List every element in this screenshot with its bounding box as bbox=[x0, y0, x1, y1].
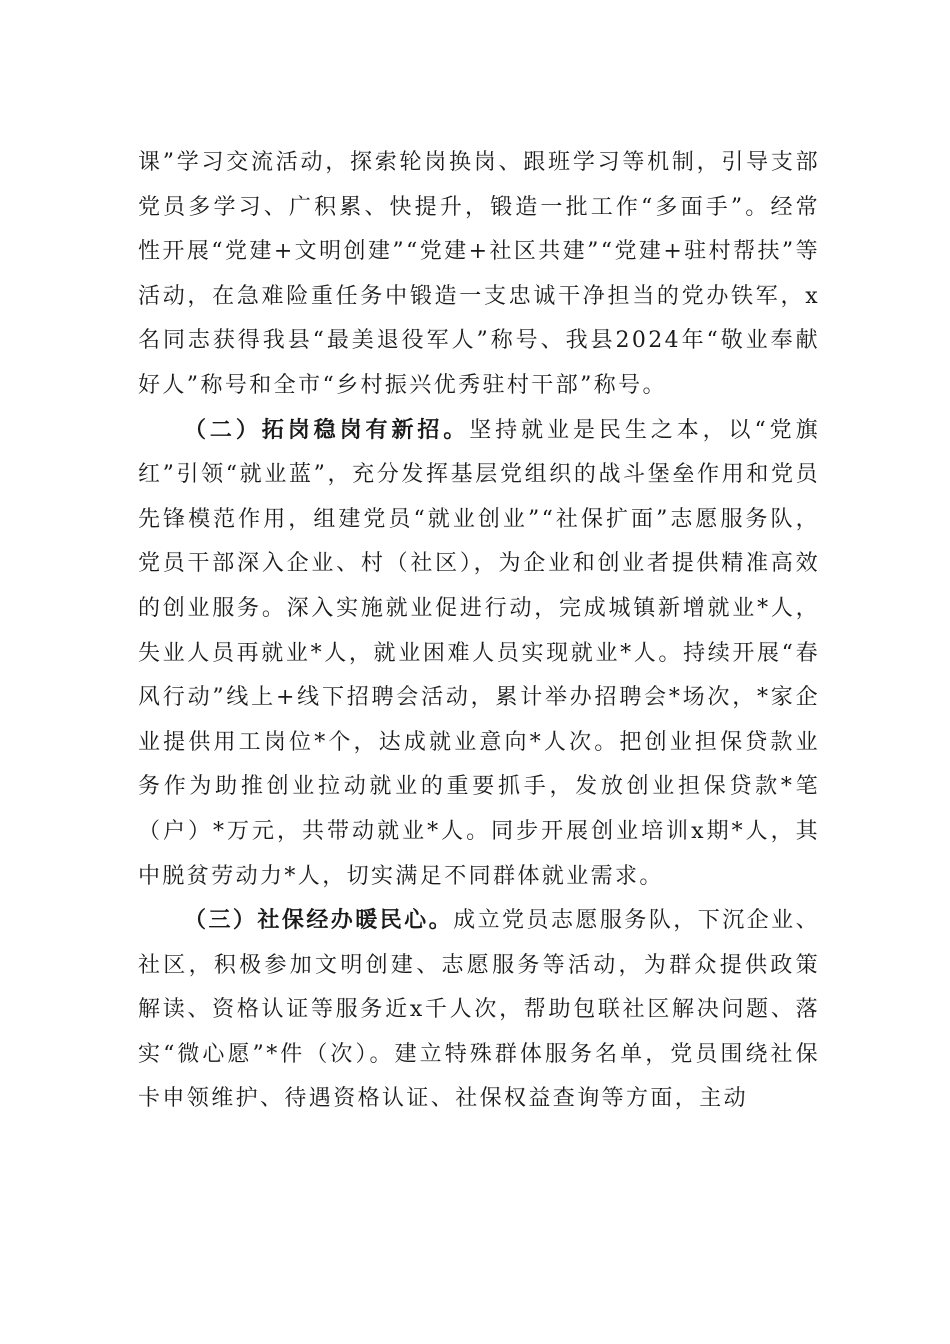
paragraph-section-3 bbox=[138, 899, 820, 1122]
section-heading: （二）拓岗稳岗有新招。 bbox=[184, 417, 470, 443]
paragraph-text: 课”学习交流活动，探索轮岗换岗、跟班学习等机制，引导支部党员多学习、广积累、快提升，锻造一批工作“多面手”。经常性开展“党建+文明创建”“党建+社区共建”“党建+驻村帮扶”等活动，在急难险重任务中锻造一支忠诚干净担当的党办铁军，x名同志获得我县“最美退役军人”称号、我县2024年“敬业奉献好人”称号和全市“乡村振兴优秀驻村干部”称号。 bbox=[138, 150, 820, 398]
paragraph-text: 坚持就业是民生之本，以“党旗红”引领“就业蓝”，充分发挥基层党组织的战斗堡垒作用和党员先锋模范作用，组建党员“就业创业”“社保扩面”志愿服务队，党员干部深入企业、村（社区），为企业和创业者提供精准高效的创业服务。深入实施就业促进行动，完成城镇新增就业*人，失业人员再就业*人，就业困难人员实现就业*人。持续开展“春风行动”线上+线下招聘会活动，累计举办招聘会*场次，*家企业提供用工岗位*个，达成就业意向*人次。把创业担保贷款业务作为助推创业拉动就业的重要抓手，发放创业担保贷款*笔（户）*万元，共带动就业*人。同步开展创业培训x期*人，其中脱贫劳动力*人，切实满足不同群体就业需求。 bbox=[138, 417, 820, 889]
paragraph-text: 成立党员志愿服务队，下沉企业、社区，积极参加文明创建、志愿服务等活动，为群众提供政策解读、资格认证等服务近x千人次，帮助包联社区解决问题、落实“微心愿”*件（次）。建立特殊群体服务名单，党员围绕社保卡申领维护、待遇资格认证、社保权益查询等方面，主动 bbox=[138, 908, 820, 1112]
paragraph-continuation bbox=[138, 141, 820, 409]
section-heading: （三）社保经办暖民心。 bbox=[184, 908, 454, 934]
document-body bbox=[138, 141, 820, 1122]
paragraph-section-2 bbox=[138, 409, 820, 900]
